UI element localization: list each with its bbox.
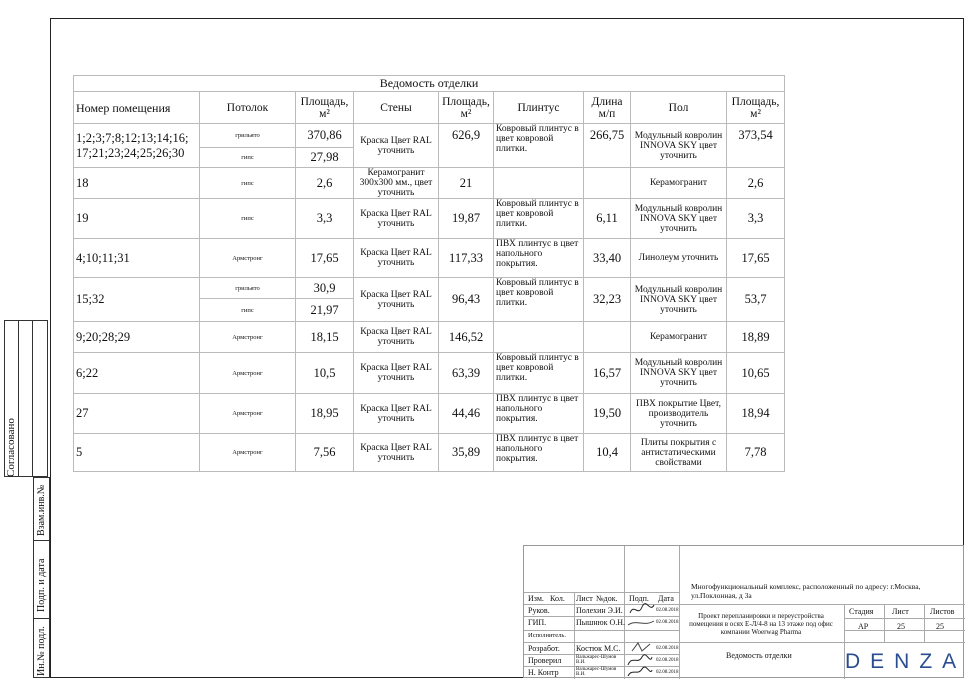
date-ncontrol: 02.08.2018 [656, 670, 679, 675]
table-cell: 27,98 [296, 148, 354, 168]
table-cell: 21,97 [296, 299, 354, 322]
table-cell: 9;20;28;29 [74, 322, 200, 353]
stage-label: Стадия [849, 607, 874, 616]
header-area3: Площадь, м² [727, 92, 785, 124]
name-ncontrol: Вальжарес-Шумов В.И. [576, 667, 617, 677]
name-developer: Костюк М.С. [576, 644, 621, 653]
table-cell: 7,56 [296, 434, 354, 472]
sheets-label: Листов [930, 607, 955, 616]
table-cell: Армстронг [200, 353, 296, 394]
table-cell: 3,3 [296, 199, 354, 239]
table-cell: 18,89 [727, 322, 785, 353]
signature-icon [626, 653, 654, 667]
table-cell: Краска Цвет RAL уточнить [354, 434, 439, 472]
name-gip: Пышнюк О.Н. [576, 618, 626, 627]
agreed-label: Согласовано [5, 418, 17, 477]
table-cell: Краска Цвет RAL уточнить [354, 322, 439, 353]
signature-icon [628, 603, 656, 617]
table-cell: гипс [200, 168, 296, 199]
table-cell: Керамогранит [631, 322, 727, 353]
inv-orig-label: Ин.№ подл. [36, 626, 47, 676]
header-floor: Пол [631, 92, 727, 124]
role-ncontrol: Н. Контр [528, 668, 559, 677]
table-cell: 10,5 [296, 353, 354, 394]
header-ceiling: Потолок [200, 92, 296, 124]
table-cell: 117,33 [439, 239, 494, 278]
date-checked: 02.08.2018 [656, 658, 679, 663]
sheet-label: Лист [892, 607, 909, 616]
table-cell: 626,9 [439, 124, 494, 168]
table-cell: Армстронг [200, 394, 296, 434]
table-cell: 10,65 [727, 353, 785, 394]
table-cell: 19 [74, 199, 200, 239]
table-cell: Краска Цвет RAL уточнить [354, 124, 439, 168]
table-cell: Краска Цвет RAL уточнить [354, 353, 439, 394]
table-row [74, 322, 785, 353]
table-cell: 30,9 [296, 278, 354, 299]
col-ndok: №док. [596, 594, 618, 603]
table-cell: 44,46 [439, 394, 494, 434]
table-cell: Армстронг [200, 239, 296, 278]
table-cell [494, 168, 584, 199]
table-cell: 53,7 [727, 278, 785, 322]
table-cell: 17,65 [727, 239, 785, 278]
table-cell: 5 [74, 434, 200, 472]
table-cell: 35,89 [439, 434, 494, 472]
table-cell: гипс [200, 299, 296, 322]
signature-icon [630, 641, 652, 653]
table-cell: грильято [200, 124, 296, 148]
date-gip: 02.08.2018 [656, 620, 679, 625]
signature-icon [626, 617, 656, 629]
table-cell [494, 322, 584, 353]
table-cell: Краска Цвет RAL уточнить [354, 394, 439, 434]
table-cell: Керамогранит 300х300 мм., цвет уточнить [354, 168, 439, 199]
table-cell: ПВХ плинтус в цвет напольного покрытия. [494, 394, 584, 434]
sheet-value: 25 [897, 622, 905, 631]
table-row [74, 434, 785, 472]
header-area2: Площадь, м² [439, 92, 494, 124]
col-podp: Подп. [629, 594, 649, 603]
table-cell: 4;10;11;31 [74, 239, 200, 278]
table-cell: Модульный ковролин INNOVA SKY цвет уточнить [631, 124, 727, 168]
table-row [74, 124, 785, 148]
table-cell: Ковровый плинтус в цвет ковровой плитки. [494, 199, 584, 239]
table-cell: 6,11 [584, 199, 631, 239]
role-developer: Розработ. [528, 644, 560, 653]
table-cell: Ковровый плинтус в цвет ковровой плитки. [494, 278, 584, 322]
role-gip: ГИП. [528, 618, 547, 627]
name-rukov: Полехин Э.И. [576, 606, 623, 615]
table-cell: Армстронг [200, 434, 296, 472]
company-logo: DENZA [845, 650, 967, 673]
date-rukov: 02.08.2018 [656, 608, 679, 613]
table-row [74, 239, 785, 278]
date-developer: 02.08.2018 [656, 646, 679, 651]
table-cell: Армстронг [200, 322, 296, 353]
table-cell: Ковровый плинтус в цвет ковровой плитки. [494, 353, 584, 394]
table-cell: Краска Цвет RAL уточнить [354, 199, 439, 239]
table-cell: грильято [200, 278, 296, 299]
table-cell: 63,39 [439, 353, 494, 394]
table-row [74, 353, 785, 394]
header-plinth: Плинтус [494, 92, 584, 124]
table-cell: 2,6 [296, 168, 354, 199]
table-cell: Краска Цвет RAL уточнить [354, 278, 439, 322]
col-list: Лист [576, 594, 593, 603]
object-description: Многофункциональный комплекс, расположенный по адресу: г.Москва, ул.Поклонная, д 3а [691, 582, 921, 600]
col-data: Дата [658, 594, 674, 603]
table-cell: Линолеум уточнить [631, 239, 727, 278]
table-cell: ПВХ покрытие Цвет, производитель уточнить [631, 394, 727, 434]
header-area1: Площадь, м² [296, 92, 354, 124]
table-cell: 10,4 [584, 434, 631, 472]
table-cell: ПВХ плинтус в цвет напольного покрытия. [494, 239, 584, 278]
table-cell: 96,43 [439, 278, 494, 322]
table-cell: 373,54 [727, 124, 785, 168]
table-cell: 18,94 [727, 394, 785, 434]
role-checked: Проверил [528, 656, 562, 665]
table-cell: 18 [74, 168, 200, 199]
table-cell: гипс [200, 148, 296, 168]
table-row [74, 394, 785, 434]
table-cell: 18,15 [296, 322, 354, 353]
table-cell: Модульный ковролин INNOVA SKY цвет уточнить [631, 278, 727, 322]
table-cell: 32,23 [584, 278, 631, 322]
table-cell: 370,86 [296, 124, 354, 148]
table-cell: 19,87 [439, 199, 494, 239]
table-cell: Плиты покрытия с антистатическими свойствами [631, 434, 727, 472]
table-cell: Модульный ковролин INNOVA SKY цвет уточнить [631, 199, 727, 239]
table-cell: 17,65 [296, 239, 354, 278]
project-description: Проект перепланировки и переустройства помещения в осях Е-Л/4-8 на 13 этаже под офис компании Woerwag Pharma [689, 612, 833, 636]
agreed-stamp-col [18, 320, 33, 477]
replace-inv-label: Взам.инв.№ [36, 484, 47, 536]
header-room: Номер помещения [74, 92, 200, 124]
sheet-title: Ведомость отделки [726, 651, 792, 660]
table-row [74, 168, 785, 199]
table-cell: Керамогранит [631, 168, 727, 199]
role-rukov: Руков. [528, 606, 550, 615]
header-walls: Стены [354, 92, 439, 124]
table-cell: 19,50 [584, 394, 631, 434]
table-cell: гипс [200, 199, 296, 239]
sheets-value: 25 [936, 622, 944, 631]
table-cell: Ковровый плинтус в цвет ковровой плитки. [494, 124, 584, 168]
table-cell: 15;32 [74, 278, 200, 322]
table-row [74, 278, 785, 299]
header-length: Длина м/п [584, 92, 631, 124]
table-cell: 266,75 [584, 124, 631, 168]
table-cell: 1;2;3;7;8;12;13;14;16; 17;21;23;24;25;26;30 [74, 124, 200, 168]
table-cell: 27 [74, 394, 200, 434]
sign-date-label: Подп. и дата [36, 558, 47, 612]
table-row [74, 199, 785, 239]
name-checked: Вальжарес-Шумов В.И. [576, 655, 617, 665]
table-caption: Ведомость отделки [74, 76, 785, 92]
table-cell: 6;22 [74, 353, 200, 394]
signature-icon [626, 666, 654, 678]
table-cell: 16,57 [584, 353, 631, 394]
table-cell: 21 [439, 168, 494, 199]
stage-value: АР [858, 622, 869, 631]
table-cell: Краска Цвет RAL уточнить [354, 239, 439, 278]
table-cell [584, 322, 631, 353]
table-cell: 3,3 [727, 199, 785, 239]
inv-stamp-sep1 [33, 540, 50, 541]
table-cell: 18,95 [296, 394, 354, 434]
table-cell: Модульный ковролин INNOVA SKY цвет уточнить [631, 353, 727, 394]
table-cell: 33,40 [584, 239, 631, 278]
table-cell: 2,6 [727, 168, 785, 199]
table-cell [584, 168, 631, 199]
col-kol: Кол. [550, 594, 565, 603]
finishing-schedule-table [73, 75, 785, 472]
col-izm: Изм. [528, 594, 544, 603]
role-executor: Исполнитель. [528, 632, 566, 639]
table-cell: 7,78 [727, 434, 785, 472]
inv-stamp-sep2 [33, 618, 50, 619]
table-cell: ПВХ плинтус в цвет напольного покрытия. [494, 434, 584, 472]
table-cell: 146,52 [439, 322, 494, 353]
